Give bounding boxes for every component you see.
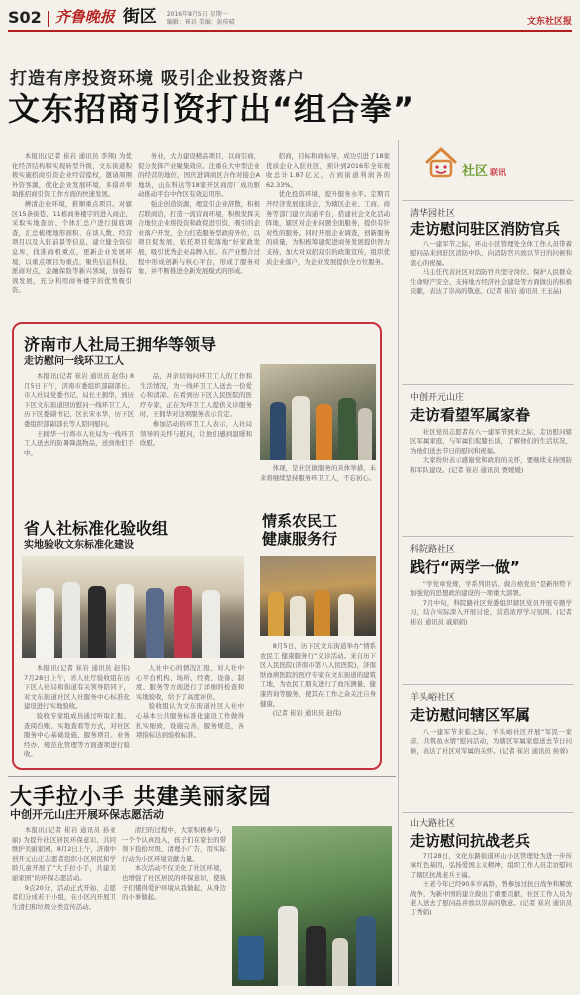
community-label: 中创开元山庄 — [410, 393, 465, 403]
bottom-paragraph: 本报讯(记者 崔岩 通讯员 孙亚丽) 为提升社区居民环保意识，共同维护美丽家园，8月2日上午，济南中创开元山庄志愿者组织小区居民和学龄儿童开展了“大手拉小手，共建美丽家园”的环保志愿活动。 — [12, 826, 116, 882]
feature-photo — [260, 364, 376, 460]
community-logo — [402, 140, 574, 190]
bottom-paragraph: 9点20分，活动正式开始，志愿者们分成若干小组，在小区内开展卫生清扫和垃圾分类宣传活动。 — [12, 883, 116, 911]
person-figure — [356, 916, 376, 986]
community-logo-main: 社区 — [462, 164, 489, 179]
feature-subtitle: 走访慰问一线环卫工人 — [24, 356, 124, 367]
community-paragraph: 八一建军节来临之际，羊头峪社区开展“军民一家亲，共筑鱼水情”慰问活动，为辖区军属家庭送去节日问候，表达了社区对军属的关怀。(记者 崔岩 通讯员 侯蓉) — [410, 728, 572, 755]
person-figure — [278, 906, 298, 986]
bottom-paragraph: 本次活动不仅美化了社区环境，也增强了社区居民的环保意识，使孩子们懂得爱护环境从我做起，从身边的小事做起。 — [122, 864, 226, 902]
community-paragraph: 社区党员志愿者在八一建军节到来之际，走访慰问辖区军属家庭，与军属们促膝长谈，了解他们的生活状况，为他们送去节日的慰问和祝福。 — [410, 428, 572, 455]
sub2-paragraph: 验收组认为文东街道社区人社中心基本公共服务标准化建设工作做得扎实细致，设施完善，服务规范，各项指标达到验收标准。 — [136, 702, 244, 740]
community-title: 走访慰问辖区军属 — [410, 706, 531, 724]
sub3-column — [260, 642, 376, 764]
sub3-photo — [260, 556, 376, 636]
lead-paragraph: 搏清企业环境，推顺重点项目。对辖区15条街巷、11栋商务楼宇的进入商企，采取实地查访、个体汇总户进行摸底调查，汇总梳理地形面积、在谈人数、经营项目以及入驻前景等信息，建立健全资信息库，找准商机重点，更新企业发展环境，以重点项目为重点，聚焦信息科技，派商对点，金融保险等新兴领域，加强有效发展，充分利用商务楼宇的优势吸引资。 — [12, 199, 132, 295]
person-figure — [62, 582, 80, 658]
sub2-paragraph: 人社中心的情况汇报，对人社中心平台机构、场所、经费、设备、制度、服务等方面进行了详细的检查和实地验收，给予了高度评价。 — [136, 664, 244, 701]
sub2-column-1 — [24, 664, 130, 764]
lead-paragraph: 本报讯(记者 崔岩 通讯员 李翔) 为优化经济结构和实现转型升级，文东街道积极实施招商引资企业经营提权，邀请周围外资客源，优化企业发展环境，多措并举助推招商引资工作方面的快速发展。 — [12, 152, 132, 199]
supplement-label: 文东社区报 — [526, 17, 572, 27]
masthead-editors: 编辑：崔岩 美编：彭传晴 — [166, 19, 235, 26]
lead-paragraph: 优化投资环境，提升服务水平。定期召开经济发展座谈会，为辖区企业、工商、商务等部门建立沟通平台，搭建社会文化活动阵地，辖区对企业问题全面服务，提供有针对性的服务。同时开展企业调查，创新服务的质量，为积极筹建促进商务发展提供智力支持，加大对双招双引的政策宣传，组织优质企业落户，为企业发展提供全方位服务。 — [266, 190, 390, 266]
page-number: S02 — [8, 8, 42, 27]
community-paragraph: “学党章党规、学系列讲话、做合格党员”是新形势下加强党的思想政治建设的一项重大部署。 — [410, 580, 572, 598]
sub2-title: 省人社标准化验收组 — [24, 519, 169, 538]
community-body — [410, 240, 572, 378]
sub2-subtitle: 实地验收文东标准化建设 — [24, 540, 134, 551]
feature-box — [12, 322, 382, 770]
person-figure — [146, 588, 164, 658]
feature-column-2 — [140, 372, 252, 490]
sub3-paragraph: (记者 崔岩 通讯员 赵伟) — [272, 709, 342, 718]
section-rule — [402, 200, 574, 201]
community-paragraph: 大家纷纷表示感谢党和政府的关怀，要继续支持国防和军队建设。(记者 崔岩 通讯员 贾媛媛) — [410, 456, 572, 474]
feature-paragraph: 体现，是社区做服务的具体举措，未来将继续坚持服务环卫工人，不忘初心。 — [260, 464, 376, 482]
section-rule — [402, 812, 574, 813]
person-figure — [314, 590, 330, 636]
lead-column-2 — [138, 152, 260, 318]
lead-kicker: 打造有序投资环境 吸引企业投资落户 — [10, 69, 305, 89]
person-figure — [338, 398, 356, 460]
sub3-paragraph: 8月5日，历下区文东街道举办“情系农民工 健康服务行”义诊活动。来自历下区人民医院(济南市第八人民医院)，济南肤血病医院的医疗专家在文东街道的建筑工地，为农民工朋友进行了血压测量、健康咨询等服务，使其在工作之余关注自身健康。 — [260, 642, 376, 708]
community-paragraph: 7月28日，文化东路街道环山小区管理处为进一步传承红色基因，弘扬爱国主义精神，组织工作人员走访慰问了辖区抗战老兵王福。 — [410, 852, 572, 879]
community-body — [410, 728, 572, 804]
masthead — [8, 6, 572, 32]
person-figure — [174, 586, 192, 658]
lead-column-1 — [12, 152, 132, 318]
community-paragraph: 八一建军节之际，环山小区管理处全体工作人员带着慰问品来到驻区消防中队，向消防官兵致以节日的问候和衷心的祝福。 — [410, 240, 572, 267]
community-label: 清华园社区 — [410, 209, 456, 219]
community-label: 山大路社区 — [410, 819, 456, 829]
lead-headline: 文东招商引资打出“组合拳” — [8, 90, 416, 128]
sub2-photo — [22, 556, 244, 658]
column-divider — [398, 140, 399, 985]
person-figure — [290, 596, 306, 636]
feature-paragraph: 本报讯(记者 崔岩 通讯员 赵伟) 8月5日下午，济南市委组织部副部长、市人社局党委书记、局长王拥华，到历下区文东街道回访慰问一线环卫工人，历下区委副书记、区长宋永华，历下区委组织部副部长等人陪同慰问。 — [24, 372, 134, 428]
lead-paragraph: 务业，大力建设精品项目，以商引商，促分发挥产业聚集效应。注重在大中型企业的经营的地位，国庆进调商区合作对接会A地块，山东科达等18家开区商房厂成功驱动推动平台中作区有效运用形。 — [138, 152, 260, 199]
house-icon — [424, 146, 458, 178]
community-body — [410, 428, 572, 528]
bottom-paragraph: 清扫的过程中，大家积极参与，一个个认真投入，孩子们在家长的带领下捡拾垃圾、清理小广告，用实际行动为小区环境贡献力量。 — [122, 826, 226, 863]
section-rule — [402, 536, 574, 537]
feature-paragraph: 参加活动的环卫工人表示，人社局领导的关怀与慰问，让他们感到温暖和欣慰。 — [140, 419, 252, 448]
person-figure — [292, 396, 310, 460]
community-paragraph: 王老今年已经90多岁高龄，曾参加过抗日战争和解放战争，为新中国的建立做出了重要贡献，社区工作人员为老人送去了慰问品并致以崇高的敬意。(记者 崔岩 通讯员 丁秀娟) — [410, 880, 572, 917]
lead-paragraph: 强企创造资源，理宣引企业辞散，积极召联商洽，打造一流营商环境，积极发挥关合地位企业将投资和政促进引资，吸引的企业落户开发，全力打造服务型政府外位，以项目促发展，依托项目促落地“好家政发展，吸引优秀企业品牌入驻。在产业整合过程中形成创新与核心平台，形成了服务对象，并不断推进全新发展模式的形成。 — [138, 199, 260, 276]
person-figure — [268, 592, 284, 636]
section-rule — [402, 684, 574, 685]
feature-column-1 — [24, 372, 134, 490]
feature-title: 济南市人社局王拥华等领导 — [24, 335, 217, 354]
person-figure — [88, 586, 106, 658]
community-body — [410, 852, 572, 988]
person-figure — [270, 402, 286, 460]
person-figure — [306, 926, 326, 986]
lead-column-3 — [266, 152, 390, 318]
community-paragraph: 马主任代表社区对消防官兵坚守岗位、保护人民群众生命财产安全、支持地方经济社会建设等方面做出的积极贡献，表达了崇高的敬意。(记者 崔岩 通讯员 王玉晶) — [410, 268, 572, 296]
community-paragraph: 7月中旬，科院路社区党委组织辖区党员开展专题学习，结合实际深入开展讨论，营造浓厚学习氛围。(记者 崔岩 通讯员 戚娟娟) — [410, 598, 572, 626]
sub2-column-2 — [136, 664, 244, 764]
community-title: 走访慰问驻区消防官兵 — [410, 220, 561, 238]
trash-bin — [238, 936, 264, 980]
person-figure — [316, 404, 332, 460]
community-title: 走访慰问抗战老兵 — [410, 832, 531, 850]
feature-paragraph: 品，并亲切询问环卫工人的工作和生活情况，为一线环卫工人送去一份爱心和清凉。在看到历下区人民医院的医疗专家，正在为环卫工人提供义诊服务时，王拥华对这项服务表示肯定。 — [140, 372, 252, 419]
sub3-title: 情系农民工 健康服务行 — [262, 512, 338, 548]
person-figure — [358, 408, 372, 460]
masthead-date: 2016年8月5日 星期一 — [166, 11, 228, 18]
community-label: 科院路社区 — [410, 545, 456, 555]
community-label: 羊头峪社区 — [410, 693, 456, 703]
community-logo-small: 联讯 — [490, 168, 507, 177]
bottom-column-1 — [12, 826, 116, 990]
bottom-photo — [232, 826, 392, 986]
community-body — [410, 580, 572, 678]
bottom-subtitle: 中创开元山庄开展环保志愿活动 — [10, 808, 164, 821]
feature-paragraph: 王拥华一行将市人社局为一线环卫工人送去的防暑降温物品，送到他们手中。 — [24, 429, 134, 457]
masthead-divider — [48, 11, 49, 27]
paper-name: 齐鲁晚报 — [54, 8, 115, 26]
community-title: 践行“两学一做” — [410, 558, 520, 576]
bottom-headline: 大手拉小手 共建美丽家园 — [10, 785, 272, 810]
section-name: 街区 — [122, 7, 157, 27]
person-figure — [116, 584, 134, 658]
sub2-paragraph: 验收专家组成员通过听取汇报、查阅台账、实地查看等方式，对社区服务中心基础设施、服务项目、业务经办、规范化管理等方面逐项进行验收。 — [24, 711, 130, 759]
section-rule — [8, 776, 396, 777]
sub2-paragraph: 本报讯(记者 崔岩 通讯员 赵伟) 7月28日上午，省人社厅验收组在历下区人社局和街道有关领导陪同下，对文东街道社区人社服务中心标准化建设进行实地验收。 — [24, 664, 130, 711]
section-rule — [402, 384, 574, 385]
feature-column-3 — [260, 464, 376, 494]
person-figure — [36, 588, 54, 658]
person-figure — [202, 590, 220, 658]
community-title: 走访看望军属家眷 — [410, 406, 531, 424]
community-logo-text — [462, 160, 506, 179]
person-figure — [338, 594, 354, 636]
person-figure — [332, 938, 348, 986]
lead-paragraph: 招商，目标和商标导，成功引进了18家优质企业入驻社区，预计到2016年全年税收总计1.87亿元，占到街道利润各的62.33%。 — [266, 152, 390, 189]
masthead-meta — [167, 11, 237, 27]
bottom-column-2 — [122, 826, 226, 990]
